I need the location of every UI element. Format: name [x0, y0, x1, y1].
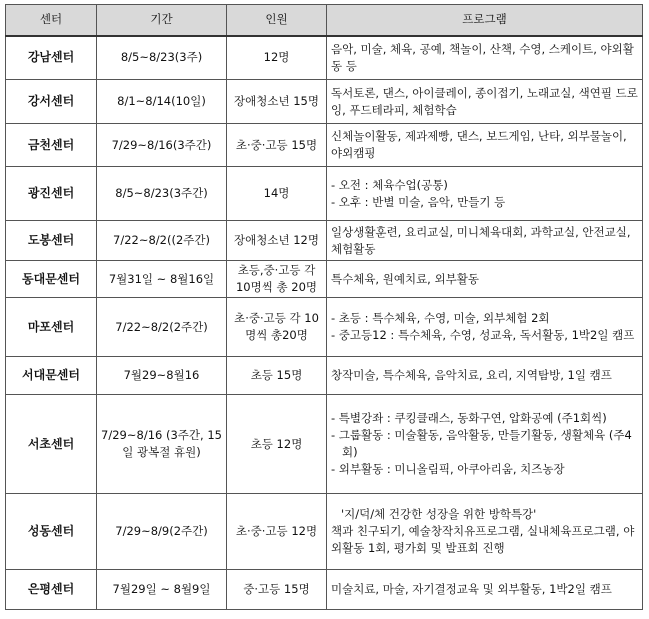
period-cell: 7/29~8/16 (3주간, 15일 광복절 휴원)	[97, 395, 227, 494]
program-line: - 외부활동 : 미니올림픽, 아쿠아리움, 치즈농장	[331, 462, 565, 476]
program-line: - 오후 : 반별 미술, 음악, 만들기 등	[331, 194, 506, 209]
program-text: 독서토론, 댄스, 아이클레이, 종이접기, 노래교실, 색연필 드로잉, 푸드테라피, 체험학습	[331, 85, 638, 117]
center-name: 서초센터	[6, 395, 97, 494]
program-cell	[327, 357, 643, 395]
table-row	[6, 167, 643, 221]
program-line: - 초등 : 특수체육, 수영, 미술, 외부체험 2회	[331, 311, 550, 325]
center-name: 성동센터	[6, 494, 97, 570]
period-cell: 7/29~8/9(2주간)	[97, 494, 227, 570]
period-cell: 8/5~8/23(3주)	[97, 36, 227, 80]
people-cell: 초등 12명	[227, 395, 327, 494]
program-line: - 특별강좌 : 쿠킹클래스, 동화구연, 압화공예 (주1회씩)	[331, 411, 607, 425]
header-period: 기간	[97, 5, 227, 36]
period-cell: 7월29일 ~ 8월9일	[97, 570, 227, 610]
people-cell: 중·고등 15명	[227, 570, 327, 610]
program-text: 책과 친구되기, 예술창작치유프로그램, 실내체육프로그램, 야외활동 1회, 평가회 및 발표회 진행	[331, 524, 635, 555]
program-cell	[327, 124, 643, 167]
center-name: 도봉센터	[6, 221, 97, 261]
period-cell: 7/22~8/2((2주간)	[97, 221, 227, 261]
program-table	[5, 4, 643, 610]
people-cell: 장애청소년 12명	[227, 221, 327, 261]
table-row	[6, 357, 643, 395]
center-name: 서대문센터	[6, 357, 97, 395]
people-cell: 장애청소년 15명	[227, 80, 327, 124]
program-text: 일상생활훈련, 요리교실, 미니체육대회, 과학교실, 안전교실, 체험활동	[331, 224, 631, 256]
center-name: 금천센터	[6, 124, 97, 167]
center-name: 광진센터	[6, 167, 97, 221]
table-row	[6, 124, 643, 167]
people-cell: 초등 15명	[227, 357, 327, 395]
header-program: 프로그램	[327, 5, 643, 36]
program-text: 미술치료, 마술, 자기결정교육 및 외부활동, 1박2일 캠프	[331, 582, 612, 596]
program-cell	[327, 221, 643, 261]
table-header-row	[6, 5, 643, 36]
program-cell	[327, 167, 643, 221]
people-cell: 14명	[227, 167, 327, 221]
header-people: 인원	[227, 5, 327, 36]
table-row	[6, 570, 643, 610]
center-name: 강남센터	[6, 36, 97, 80]
table-row	[6, 298, 643, 357]
people-cell: 12명	[227, 36, 327, 80]
table-row	[6, 261, 643, 298]
program-cell	[327, 80, 643, 124]
period-cell: 8/5~8/23(3주간)	[97, 167, 227, 221]
table-row	[6, 221, 643, 261]
table-row	[6, 395, 643, 494]
program-cell	[327, 395, 643, 494]
people-cell: 초·중·고등 12명	[227, 494, 327, 570]
center-name: 강서센터	[6, 80, 97, 124]
program-cell	[327, 36, 643, 80]
center-name: 마포센터	[6, 298, 97, 357]
program-cell	[327, 570, 643, 610]
people-cell: 초·중·고등 각 10명씩 총20명	[227, 298, 327, 357]
people-cell: 초·중·고등 15명	[227, 124, 327, 167]
program-text: 특수체육, 원예치료, 외부활동	[331, 271, 479, 286]
program-text: 창작미술, 특수체육, 음악치료, 요리, 지역탐방, 1일 캠프	[331, 368, 612, 382]
period-cell: 8/1~8/14(10일)	[97, 80, 227, 124]
period-cell: 7월29~8월16	[97, 357, 227, 395]
table-row	[6, 36, 643, 80]
program-text: 음악, 미술, 체육, 공예, 책놀이, 산책, 수영, 스케이트, 야외활동 등	[331, 41, 634, 73]
people-cell: 초등,중·고등 각 10명씩 총 20명	[227, 261, 327, 298]
program-cell	[327, 298, 643, 357]
table-row	[6, 494, 643, 570]
center-name: 동대문센터	[6, 261, 97, 298]
center-name: 은평센터	[6, 570, 97, 610]
program-line: - 오전 : 체육수업(공통)	[331, 177, 448, 192]
period-cell: 7/29~8/16(3주간)	[97, 124, 227, 167]
header-center: 센터	[6, 5, 97, 36]
program-cell	[327, 261, 643, 298]
program-line: - 중고등12 : 특수체육, 수영, 성교육, 독서활동, 1박2일 캠프	[331, 328, 635, 342]
period-cell: 7월31일 ~ 8월16일	[97, 261, 227, 298]
program-cell	[327, 494, 643, 570]
program-line: - 그룹활동 : 미술활동, 음악활동, 만들기활동, 생활체육 (주4회)	[331, 428, 632, 459]
period-cell: 7/22~8/2(2주간)	[97, 298, 227, 357]
program-heading: '지/덕/체 건강한 성장을 위한 방학특강'	[341, 507, 537, 521]
program-text: 신체놀이활동, 제과제빵, 댄스, 보드게임, 난타, 외부물놀이, 야외캠핑	[331, 129, 627, 160]
table-row	[6, 80, 643, 124]
